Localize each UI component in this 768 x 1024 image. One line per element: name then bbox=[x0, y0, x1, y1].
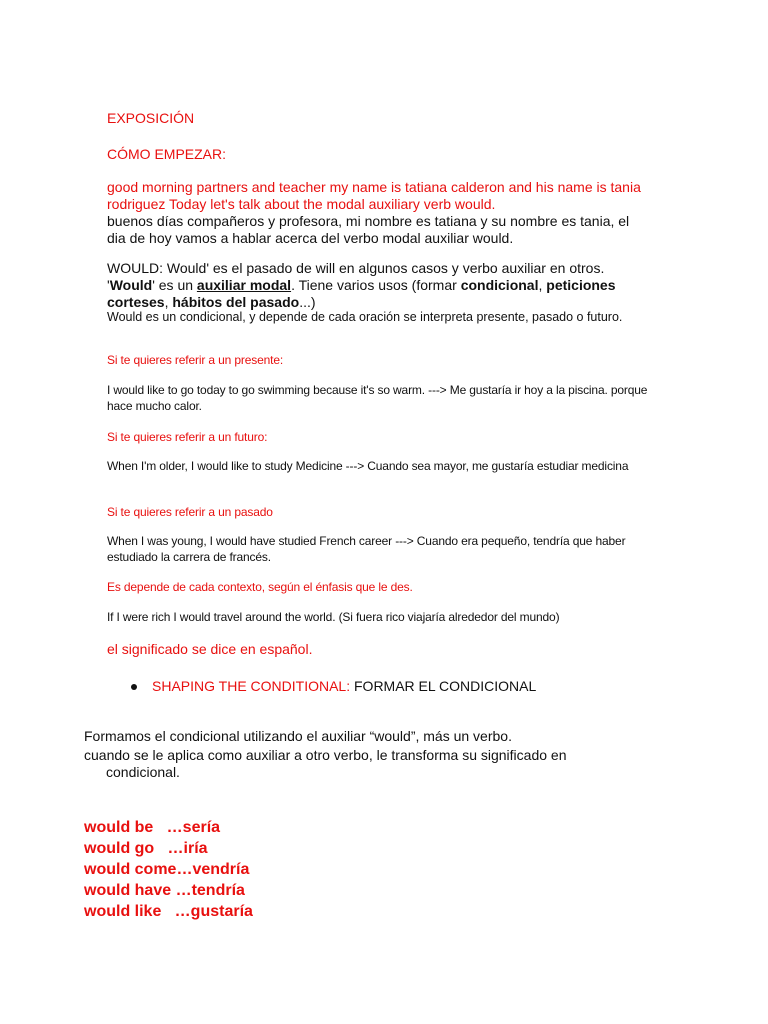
bullet-shaping-conditional bbox=[152, 678, 536, 695]
conjugation-item bbox=[84, 901, 253, 922]
def-bold-would: Would bbox=[109, 277, 153, 293]
past-example: When I was young, I would have studied French career ---> Cuando era pequeño, tendría que haber estudiado la carrera de francés. bbox=[107, 534, 626, 564]
intro-english: good morning partners and teacher my name is tatiana calderon and his name is tania rodriguez Today let's talk about the modal auxiliary verb would. bbox=[107, 179, 641, 212]
def-text-3: . Tiene varios usos (formar bbox=[291, 277, 461, 293]
conjugation-item bbox=[84, 817, 253, 838]
def-bold-condicional: condicional bbox=[460, 277, 539, 293]
def-text-6: ...) bbox=[299, 294, 316, 310]
forming-line-2: cuando se le aplica como auxiliar a otro verbo, le transforma su significado en condicional. bbox=[84, 747, 567, 780]
intro-spanish: buenos días compañeros y profesora, mi nombre es tatiana y su nombre es tania, el dia de hoy vamos a hablar acerca del verbo modal auxiliar would. bbox=[107, 213, 630, 246]
would-note: Would es un condicional, y depende de cada oración se interpreta presente, pasado o futuro. bbox=[107, 310, 623, 324]
bullet-red-text: SHAPING THE CONDITIONAL: bbox=[152, 678, 351, 694]
def-bold-auxiliar-modal: auxiliar modal bbox=[196, 277, 292, 293]
context-label: Es depende de cada contexto, según el énfasis que le des. bbox=[107, 580, 413, 594]
bullet-black-text: FORMAR EL CONDICIONAL bbox=[350, 678, 537, 694]
def-text-2: ' es un bbox=[152, 277, 197, 293]
conjugation-item bbox=[84, 880, 253, 901]
bullet-dot-icon bbox=[131, 684, 137, 690]
def-text-4: , bbox=[538, 277, 547, 293]
def-text-1: WOULD: Would' es el pasado de will en algunos casos y verbo auxiliar en otros. ' bbox=[107, 260, 605, 293]
conjugation-list bbox=[84, 817, 253, 922]
conjugation-text: would go …iría bbox=[84, 840, 208, 857]
conjugation-text: would like …gustaría bbox=[84, 903, 253, 920]
conjugation-text: would have …tendría bbox=[84, 882, 245, 899]
conjugation-item bbox=[84, 859, 253, 880]
past-label: Si te quieres referir a un pasado bbox=[107, 505, 273, 519]
context-example: If I were rich I would travel around the world. (Si fuera rico viajaría alrededor del mundo) bbox=[107, 610, 560, 624]
subheading-como-empezar: CÓMO EMPEZAR: bbox=[107, 146, 227, 162]
def-bold-habitos: hábitos del pasado bbox=[172, 294, 300, 310]
meaning-note: el significado se dice en español. bbox=[107, 641, 313, 657]
present-label: Si te quieres referir a un presente: bbox=[107, 353, 284, 367]
present-example: I would like to go today to go swimming because it's so warm. ---> Me gustaría ir hoy a la piscina. porque hace mucho calor. bbox=[107, 383, 648, 413]
forming-line-1: Formamos el condicional utilizando el auxiliar “would”, más un verbo. bbox=[84, 728, 512, 744]
conjugation-item bbox=[84, 838, 253, 859]
conjugation-text: would be …sería bbox=[84, 819, 221, 836]
future-example: When I'm older, I would like to study Medicine ---> Cuando sea mayor, me gustaría estudiar medicina bbox=[107, 459, 629, 473]
heading-exposicion: EXPOSICIÓN bbox=[107, 110, 195, 126]
def-bold-peticiones: peticiones corteses bbox=[107, 277, 616, 310]
would-definition bbox=[107, 260, 652, 311]
def-text-5: , bbox=[164, 294, 173, 310]
conjugation-text: would come…vendría bbox=[84, 861, 250, 878]
future-label: Si te quieres referir a un futuro: bbox=[107, 430, 268, 444]
